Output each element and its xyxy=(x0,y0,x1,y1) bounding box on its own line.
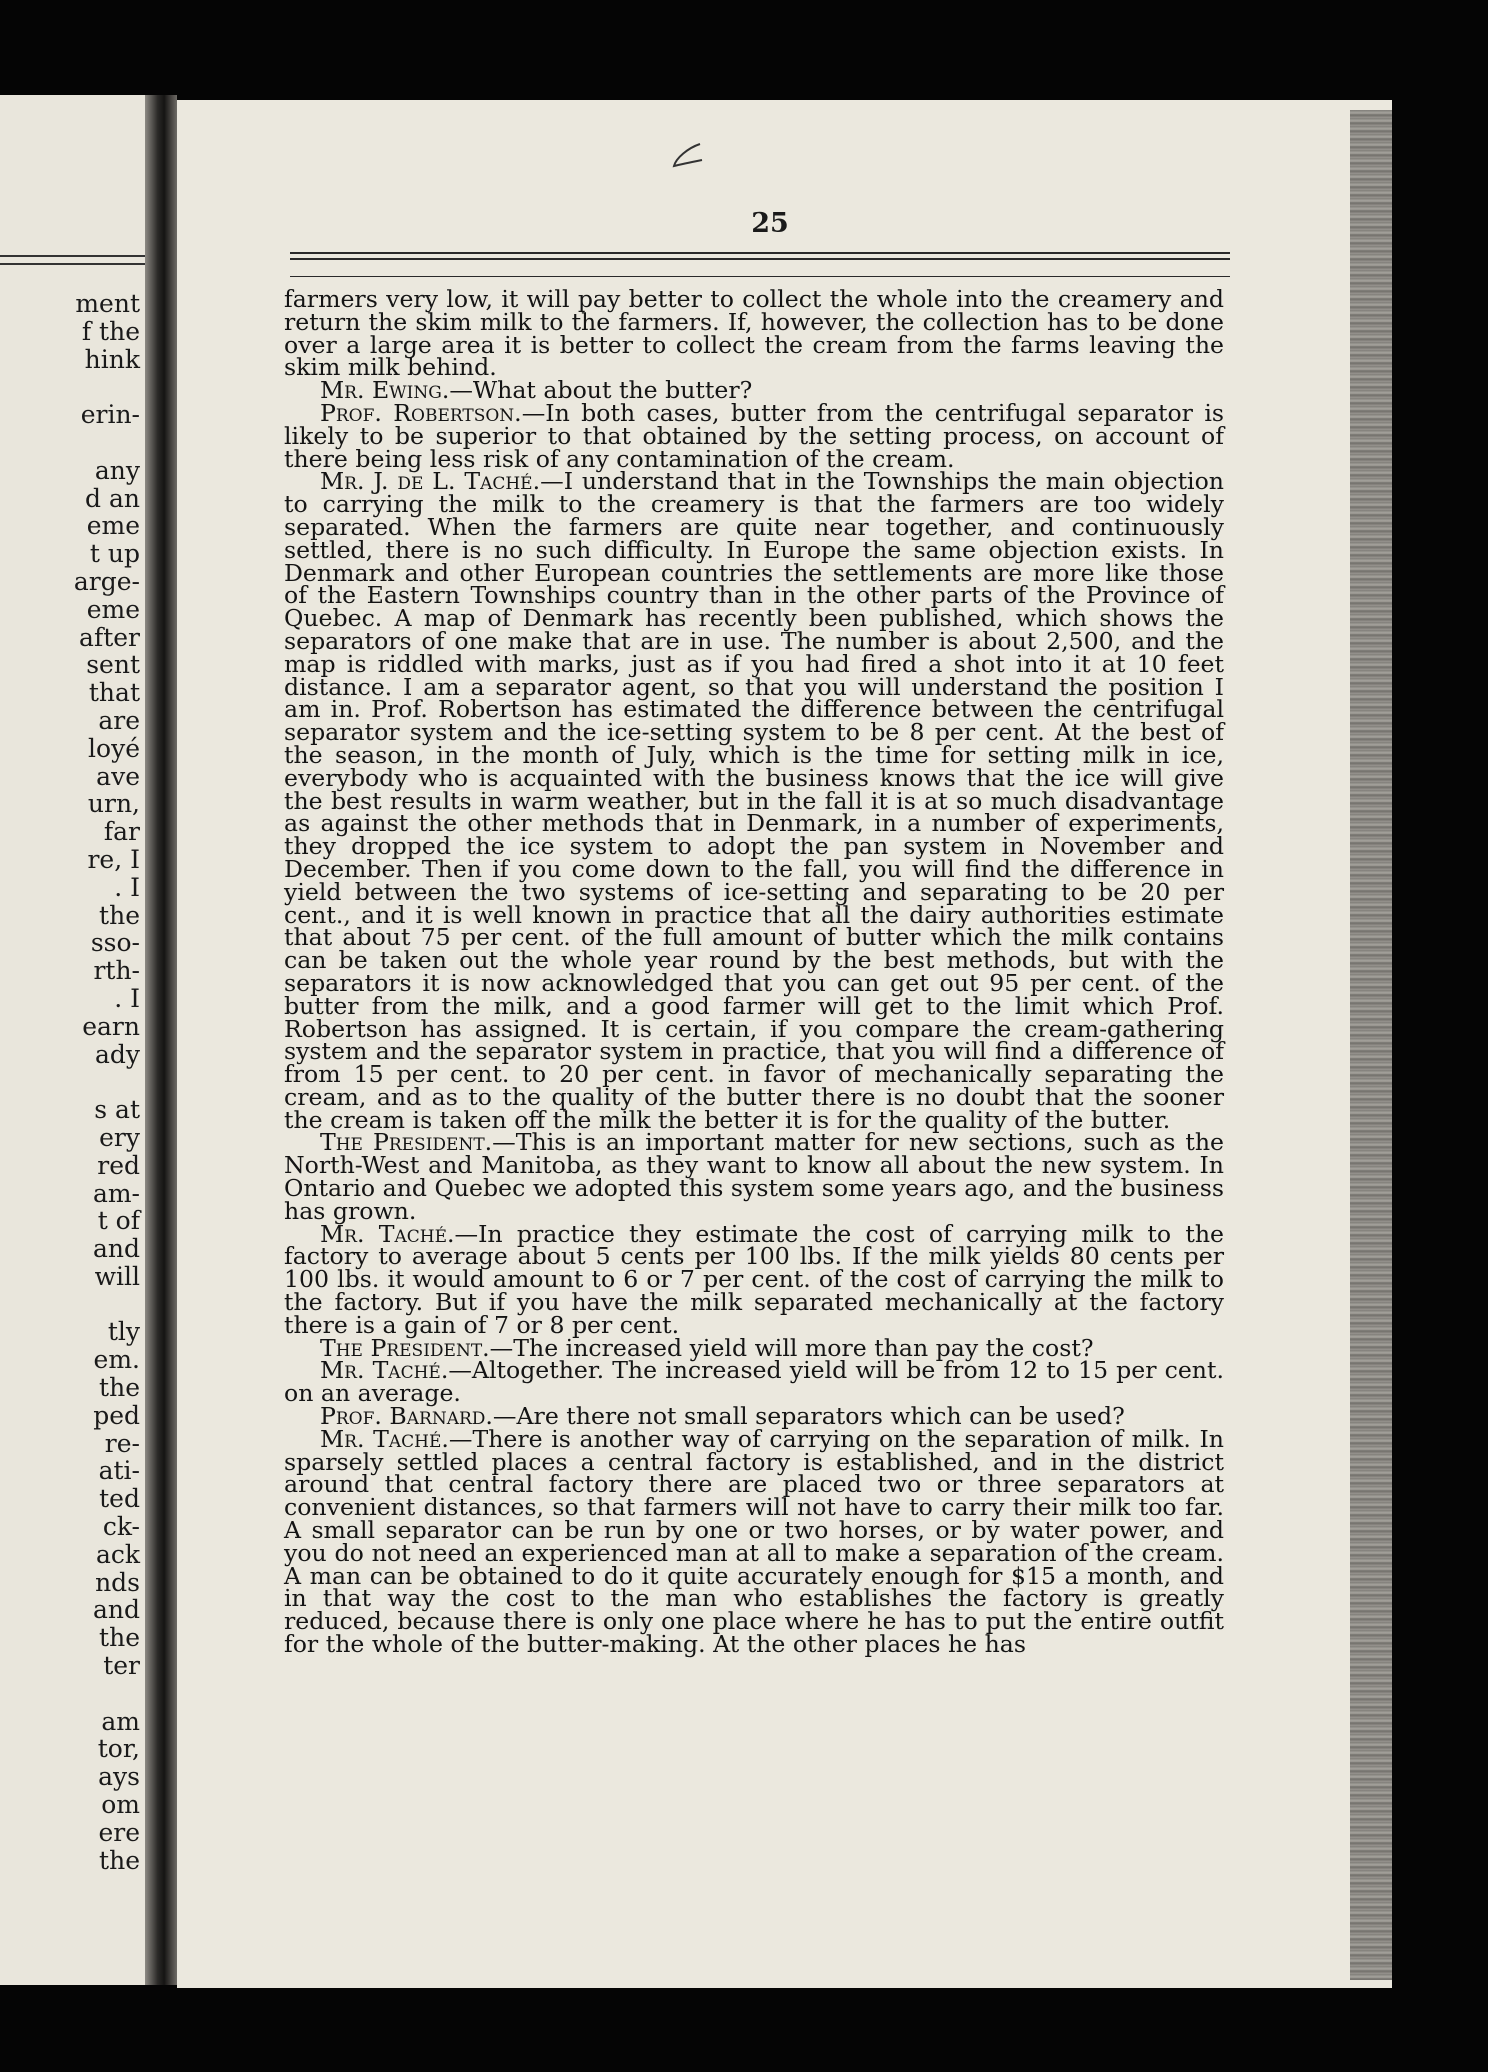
left-page-fragment: re, I xyxy=(87,844,140,874)
paragraph xyxy=(284,1128,1224,1225)
left-page-fragment: eme xyxy=(86,511,140,541)
header-rule xyxy=(290,276,1230,277)
left-page-fragment: after xyxy=(79,622,140,652)
left-page-fragment: ack xyxy=(95,1539,140,1569)
speaker-name: The President. xyxy=(320,1333,490,1362)
paragraph-text: —This is an important matter for new sections, such as the North-West and Manitoba, as they want to know all about the new system. In Ontario and Quebec we adopted this system some years ago, and the business has grown. xyxy=(284,1128,1224,1225)
left-page-fragment: am- xyxy=(92,1178,140,1208)
left-page-fragment: ted xyxy=(99,1484,140,1514)
left-page-fragment: ped xyxy=(93,1400,140,1430)
paragraph-text: —There is another way of carrying on the separation of milk. In sparsely settled places a central factory is established, and in the district around that central factory there are placed two or three separators at convenient distances, so that farmers will not have to carry their milk too far. A small separator can be run by one or two horses, or by water power, and you do not need an experienced man at all to make a separation of the cream. A man can be obtained to do it quite accurately enough for $15 a month, and in that way the cost to the man who establishes the factory is greatly reduced, because there is only one place where he has to put the entire outfit for the whole of the butter-making. At the other places he has xyxy=(284,1424,1224,1659)
paragraph xyxy=(284,1424,1224,1659)
left-rule xyxy=(0,263,145,265)
left-page-fragment: t up xyxy=(89,539,140,569)
left-page-fragment: . I xyxy=(114,983,140,1013)
paragraph-text: —In practice they estimate the cost of carrying milk to the factory to average about 5 cents per 100 lbs. If the milk yields 80 cents per 100 lbs. it would amount to 6 or 7 per cent. of the cost of carrying the milk to the factory. But if you have the milk separated mechanically at the factory there is a gain of 7 or 8 per cent. xyxy=(284,1219,1225,1339)
paragraph xyxy=(284,1356,1224,1408)
left-page-text-fragments xyxy=(0,290,140,1874)
left-page-fragment: the xyxy=(99,900,140,930)
left-page-fragment: nds xyxy=(95,1567,140,1597)
paragraph xyxy=(284,1219,1225,1339)
left-page-fragment: far xyxy=(103,817,140,847)
speaker-name: Prof. Robertson. xyxy=(320,398,522,427)
left-page-fragment: will xyxy=(94,1261,140,1291)
left-page-fragment: t of xyxy=(97,1206,140,1236)
left-page-fragment xyxy=(0,1291,140,1319)
left-page-fragment: the xyxy=(99,1845,140,1875)
left-page-fragment: am xyxy=(101,1706,140,1736)
pencil-mark-icon xyxy=(668,140,708,170)
left-page-fragment: loyé xyxy=(88,733,140,763)
speaker-name: Mr. Taché. xyxy=(320,1219,455,1248)
left-rule xyxy=(0,255,145,257)
left-page-fragment xyxy=(0,1068,140,1096)
left-page-fragment: are xyxy=(98,705,140,735)
left-page-fragment: sso- xyxy=(90,928,140,958)
left-page-fragment: any xyxy=(94,455,140,485)
left-page-fragment: ck- xyxy=(102,1512,140,1542)
left-page-fragment xyxy=(0,429,140,457)
left-page-fragment: ave xyxy=(96,761,140,791)
speaker-name: Mr. Taché. xyxy=(320,1356,449,1385)
speaker-name: Mr. J. de L. Taché. xyxy=(320,467,541,496)
left-page-fragment: the xyxy=(99,1623,140,1653)
left-page-fragment: and xyxy=(92,1595,140,1625)
left-page-fragment: tor, xyxy=(97,1734,140,1764)
paragraph-text: farmers very low, it will pay better to collect the whole into the creamery and return the skim milk to the farmers. If, however, the collection has to be done over a large area it is better to collect the cream from the farms leaving the skim milk behind. xyxy=(284,285,1224,382)
left-page-fragment: sent xyxy=(86,650,140,680)
paragraph-text: —Are there not small separators which can be used? xyxy=(492,1402,1125,1431)
left-page-fragment: ery xyxy=(99,1122,140,1152)
left-page-fragment: ati- xyxy=(98,1456,140,1486)
left-page-fragment: and xyxy=(92,1234,140,1264)
page-number: 25 xyxy=(751,208,789,239)
paragraph-text: —Altogether. The increased yield will be from 12 to 15 per cent. on an average. xyxy=(284,1356,1224,1408)
left-page-fragment: ere xyxy=(98,1817,140,1847)
left-page-fragment: om xyxy=(101,1790,140,1820)
left-page-fragment: ady xyxy=(94,1039,140,1069)
left-page-fragment: em. xyxy=(93,1345,140,1375)
speaker-name: Mr. Taché. xyxy=(320,1424,449,1453)
paragraph xyxy=(284,398,1224,473)
left-page-fragment: earn xyxy=(82,1011,140,1041)
paragraph-text: —What about the butter? xyxy=(449,376,753,405)
left-page-fragment xyxy=(0,1680,140,1708)
left-page-fragment: tly xyxy=(107,1317,140,1347)
page-edge-shadow xyxy=(1350,110,1392,1980)
left-page-fragment: ter xyxy=(103,1651,140,1681)
paragraph xyxy=(284,285,1224,382)
left-page-fragment: red xyxy=(97,1150,140,1180)
left-page-fragment: ment xyxy=(75,289,140,318)
left-page-fragment: re- xyxy=(104,1428,140,1458)
paragraph-text: —In both cases, butter from the centrifugal separator is likely to be superior to that obtained by the setting process, on account of there being less risk of any contamination of the cream. xyxy=(284,398,1224,473)
left-page-fragment: urn, xyxy=(87,789,140,819)
speaker-name: Mr. Ewing. xyxy=(320,376,450,405)
left-page-fragment xyxy=(0,373,140,401)
header-rule xyxy=(290,258,1230,260)
left-page-fragment: d an xyxy=(85,483,140,513)
page-body xyxy=(284,285,1225,1659)
book-gutter xyxy=(145,95,177,1985)
left-page-fragment: erin- xyxy=(80,400,140,430)
speaker-name: Prof. Barnard. xyxy=(320,1402,493,1431)
left-page-edge xyxy=(0,95,145,1985)
left-page-fragment: arge- xyxy=(73,566,140,596)
left-page-fragment: rth- xyxy=(93,956,140,986)
left-page-fragment: . I xyxy=(114,872,140,902)
left-page-fragment: that xyxy=(88,678,140,708)
speaker-name: The President. xyxy=(320,1128,493,1157)
paragraph xyxy=(284,467,1224,1134)
left-page-fragment: s at xyxy=(94,1095,140,1125)
paragraph-text: —The increased yield will more than pay the cost? xyxy=(489,1333,1094,1362)
left-page-fragment: the xyxy=(99,1373,140,1403)
left-page-fragment: f the xyxy=(81,316,140,346)
left-page-fragment: eme xyxy=(86,594,140,624)
header-rule xyxy=(290,252,1230,254)
paragraph-text: —I understand that in the Townships the main objection to carrying the milk to the creamery is that the farmers are too widely separated. When the farmers are quite near together, and continuously settled, there is no such difficulty. In Europe the same objection exists. In Denmark and other European countries the settlements are more like those of the Eastern Townships country than in the other parts of the Province of Quebec. A map of Denmark has recently been published, which shows the separators of one make that are in use. The number is about 2,500, and the map is riddled with marks, just as if you had fired a shot into it at 10 feet distance. I am a separator agent, so that you will understand the position I am in. Prof. Robertson has estimated the difference between the centrifugal separator system and the ice-setting system to be 8 per cent. At the best of the season, in the month of July, which is the time for setting milk in ice, everybody who is acquainted with the business knows that the ice will give the best results in warm weather, but in the fall it is at so much disadvantage as against the other methods that in Denmark, in a number of experiments, they dropped the ice system to adopt the pan system in November and December. Then if you come down to the fall, you will find the difference in yield between the two systems of ice-setting and separating to be 20 per cent., and it is well known in practice that all the dairy authorities estimate that about 75 per cent. of the full amount of butter which the milk contains can be taken out the whole year round by the best methods, but with the separators it is now acknowledged that you can get out 95 per cent. of the butter from the milk, and a good farmer will get to the limit which Prof. Robertson has assigned. It is certain, if you compare the cream-gathering system and the separator system in practice, that you will find a difference of from 15 per cent. to 20 per cent. in favor of mechanically separating the cream, and as to the quality of the butter there is no doubt that the sooner the cream is taken off the milk the better it is for the quality of the butter. xyxy=(284,467,1224,1134)
left-page-fragment: hink xyxy=(84,344,140,374)
left-page-fragment: ays xyxy=(98,1762,140,1792)
